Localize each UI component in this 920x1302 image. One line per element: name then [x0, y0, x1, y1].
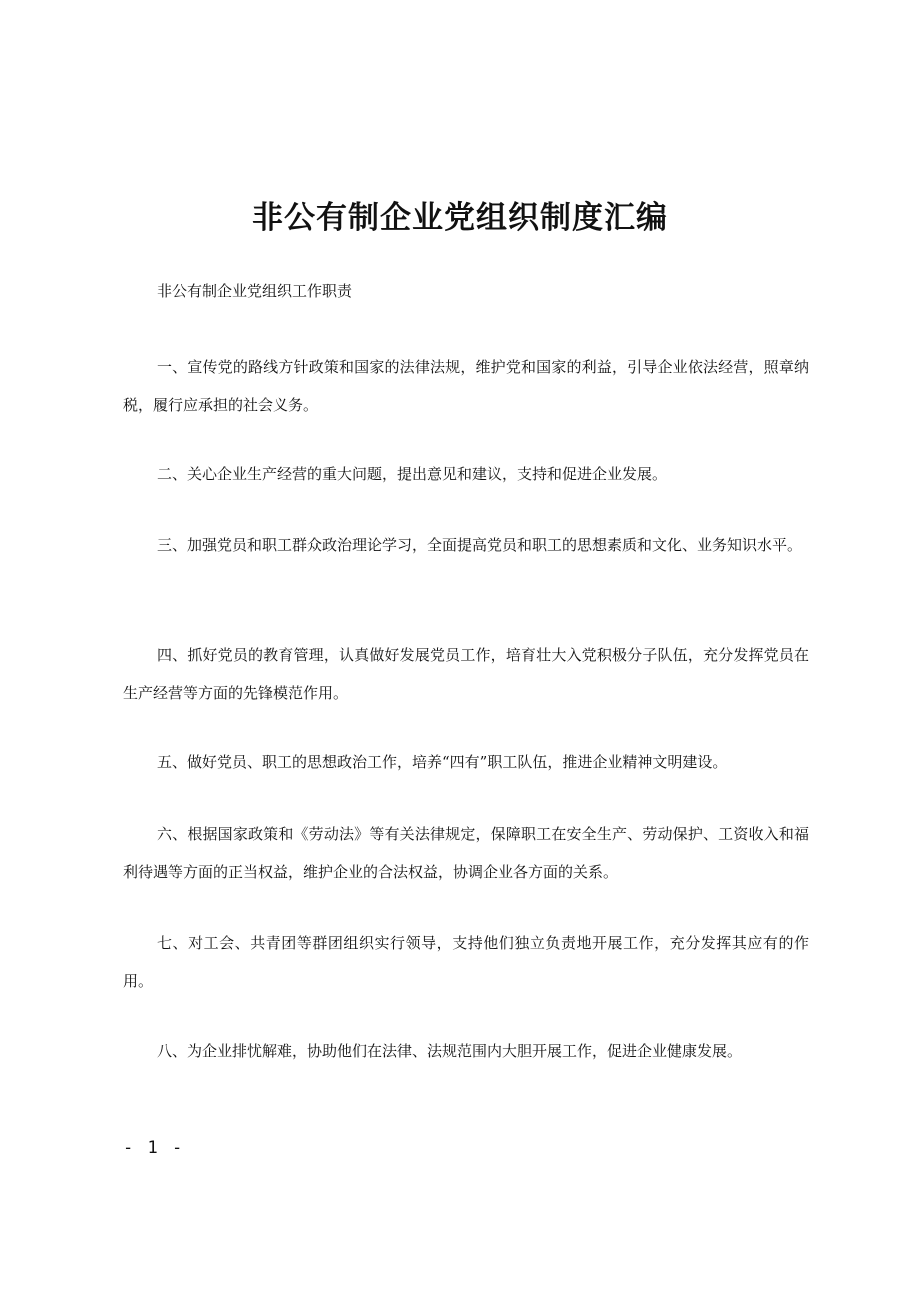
paragraph-7: 七、对工会、共青团等群团组织实行领导，支持他们独立负责地开展工作，充分发挥其应有的作用。 — [123, 934, 809, 990]
paragraph-3: 三、加强党员和职工群众政治理论学习，全面提高党员和职工的思想素质和文化、业务知识水平。 — [157, 536, 803, 554]
section-subtitle: 非公有制企业党组织工作职责 — [157, 282, 353, 300]
paragraph-2: 二、关心企业生产经营的重大问题，提出意见和建议，支持和促进企业发展。 — [157, 465, 668, 483]
paragraph-5: 五、做好党员、职工的思想政治工作，培养“四有”职工队伍，推进企业精神文明建设。 — [157, 753, 728, 771]
page-number: - 1 - — [123, 1138, 185, 1158]
paragraph-1: 一、宣传党的路线方针政策和国家的法律法规，维护党和国家的利益，引导企业依法经营，照章纳税，履行应承担的社会义务。 — [123, 358, 809, 414]
paragraph-8: 八、为企业排忧解难，协助他们在法律、法规范围内大胆开展工作，促进企业健康发展。 — [157, 1042, 743, 1060]
document-title: 非公有制企业党组织制度汇编 — [252, 200, 668, 236]
paragraph-6: 六、根据国家政策和《劳动法》等有关法律规定，保障职工在安全生产、劳动保护、工资收入和福利待遇等方面的正当权益，维护企业的合法权益，协调企业各方面的关系。 — [123, 825, 809, 881]
paragraph-4: 四、抓好党员的教育管理，认真做好发展党员工作，培育壮大入党积极分子队伍，充分发挥党员在生产经营等方面的先锋模范作用。 — [123, 646, 809, 702]
